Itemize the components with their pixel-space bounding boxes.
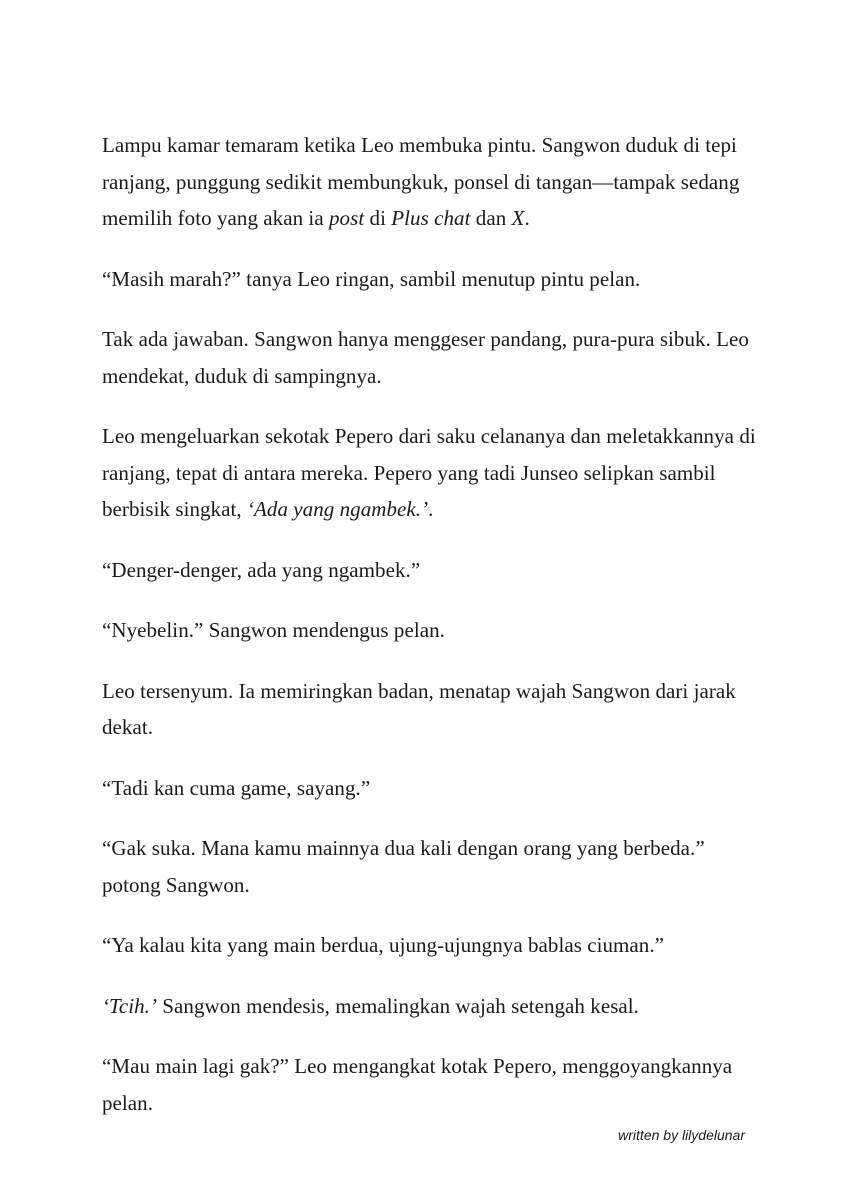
story-paragraph [102,927,762,964]
paragraph-text: “Nyebelin.” Sangwon mendengus pelan. [102,618,445,642]
story-paragraph [102,770,762,807]
paragraph-text: Leo mengeluarkan sekotak Pepero dari saku celananya dan meletakkannya di ranjang, tepat di antara mereka. Pepero yang tadi Junseo selipkan sambil berbisik singkat, [102,424,756,521]
paragraph-text: Sangwon mendesis, memalingkan wajah setengah kesal. [157,993,639,1018]
paragraph-text: . [524,206,530,230]
story-paragraph [102,830,762,903]
paragraph-text: “Gak suka. Mana kamu mainnya dua kali dengan orang yang berbeda.” potong Sangwon. [102,836,705,897]
paragraph-text: “Masih marah?” tanya Leo ringan, sambil menutup pintu pelan. [102,266,641,291]
italic-text: ‘Ada yang ngambek.’ [246,497,429,521]
paragraph-text: . [428,497,434,521]
story-text [102,127,762,1145]
paragraph-text: dan [470,206,512,230]
story-paragraph [102,1048,762,1121]
author-signature: written by lilydelunar [618,1127,745,1143]
italic-text: Plus chat [391,206,471,230]
paragraph-text: Tak ada jawaban. Sangwon hanya menggeser pandang, pura-pura sibuk. Leo mendekat, duduk di sampingnya. [102,327,749,388]
italic-text: post [329,206,365,230]
paragraph-text: di [364,206,392,230]
story-paragraph [102,261,762,298]
story-paragraph [102,552,762,589]
story-paragraph [102,321,762,394]
paragraph-text: “Mau main lagi gak?” Leo mengangkat kotak Pepero, menggoyangkannya pelan. [102,1054,733,1115]
paragraph-text: Leo tersenyum. Ia memiringkan badan, menatap wajah Sangwon dari jarak dekat. [102,678,736,739]
story-paragraph [102,673,762,746]
story-paragraph [102,127,762,237]
story-paragraph [102,418,762,528]
paragraph-text: “Denger-denger, ada yang ngambek.” [102,557,421,582]
story-paragraph [102,988,762,1025]
italic-text: ‘Tcih.’ [102,993,157,1018]
italic-text: X [511,206,525,230]
story-paragraph [102,612,762,649]
paragraph-text: Lampu kamar temaram ketika Leo membuka pintu. Sangwon duduk di tepi ranjang, punggung sedikit membungkuk, ponsel di tangan—tampak sedang memilih foto yang akan ia [102,133,740,230]
paragraph-text: “Ya kalau kita yang main berdua, ujung-ujungnya bablas ciuman.” [102,933,665,957]
paragraph-text: “Tadi kan cuma game, sayang.” [102,775,371,800]
